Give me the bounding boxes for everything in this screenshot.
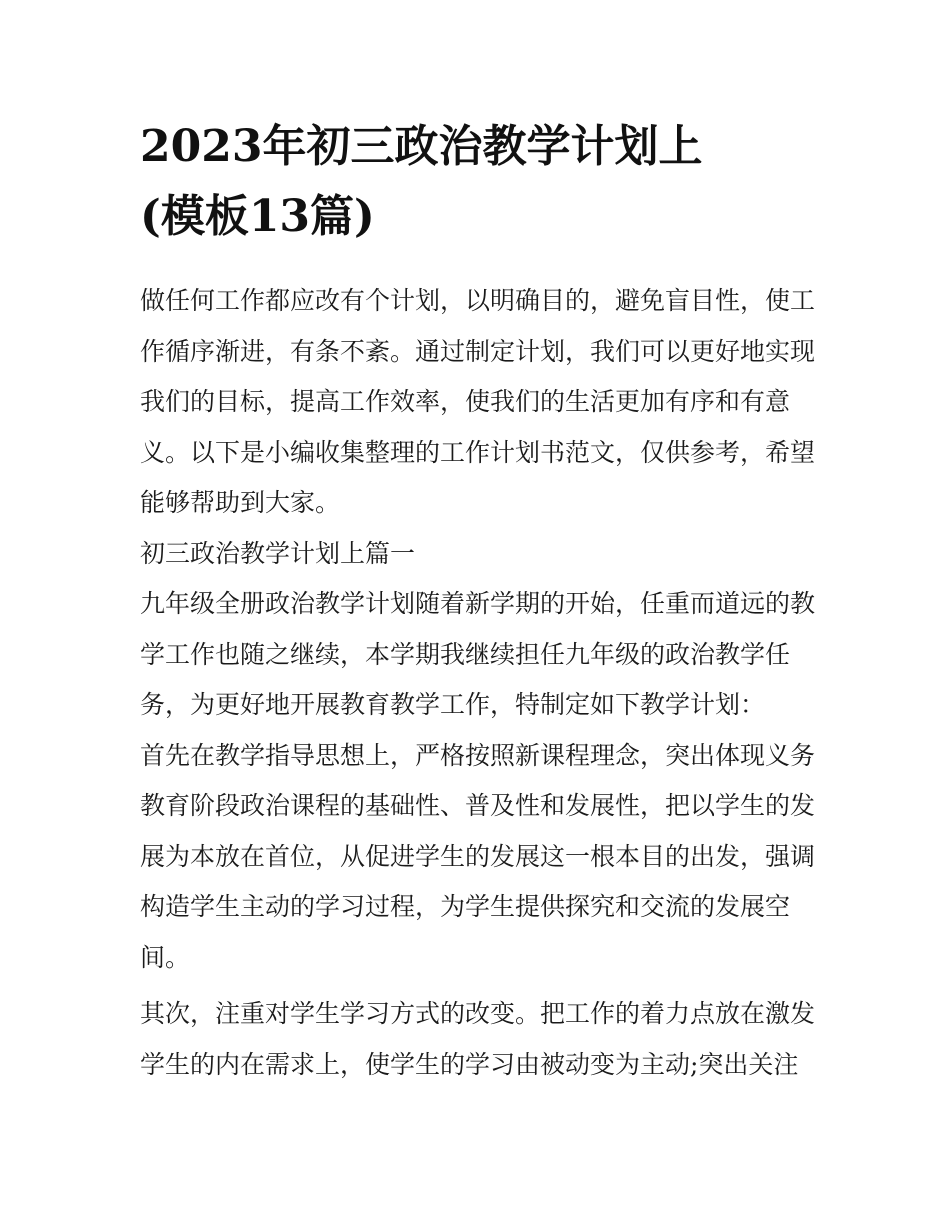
body-line: 构造学生主动的学习过程，为学生提供探究和交流的发展空 (140, 892, 791, 921)
title-line-2: (模板13篇) (140, 191, 375, 242)
section-heading: 初三政治教学计划上篇一 (140, 538, 416, 568)
document-body (140, 276, 820, 1090)
body-line: 九年级全册政治教学计划随着新学期的开始，任重而道远的教 (140, 589, 816, 618)
body-line: 学工作也随之继续，本学期我继续担任九年级的政治教学任 (140, 639, 791, 669)
body-line: 义。以下是小编收集整理的工作计划书范文，仅供参考，希望 (140, 437, 816, 467)
body-line: 学生的内在需求上，使学生的学习由被动变为主动;突出关注 (140, 1049, 799, 1079)
document-title (140, 112, 840, 252)
body-line: 展为本放在首位，从促进学生的发展这一根本目的出发，强调 (140, 841, 816, 871)
body-line: 能够帮助到大家。 (140, 488, 341, 517)
body-line: 我们的目标，提高工作效率，使我们的生活更加有序和有意 (140, 387, 791, 416)
body-line: 首先在教学指导思想上，严格按照新课程理念，突出体现义务 (140, 740, 816, 770)
body-line: 务，为更好地开展教育教学工作，特制定如下教学计划： (140, 690, 766, 719)
body-line: 教育阶段政治课程的基础性、普及性和发展性，把以学生的发 (140, 791, 816, 820)
body-line: 间。 (140, 942, 191, 972)
title-line-1: 2023年初三政治教学计划上 (140, 121, 703, 172)
body-line: 做任何工作都应改有个计划，以明确目的，避免盲目性，使工 (140, 286, 816, 315)
body-line: 作循序渐进，有条不紊。通过制定计划，我们可以更好地实现 (140, 336, 816, 366)
body-line: 其次，注重对学生学习方式的改变。把工作的着力点放在激发 (140, 999, 816, 1028)
